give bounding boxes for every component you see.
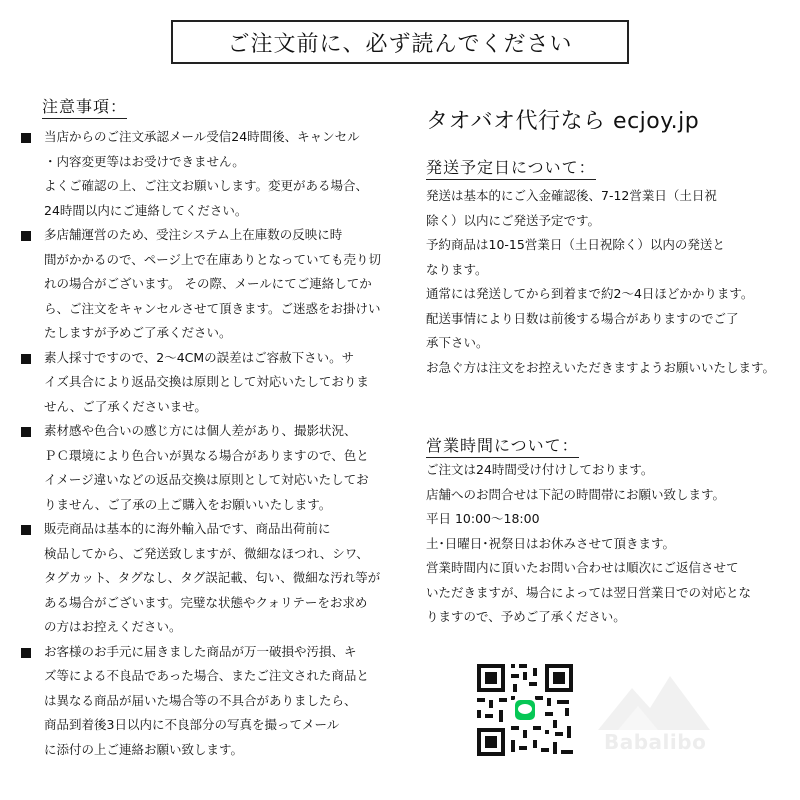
hours-line: いただきますが、場合によっては翌日営業日での対応とな [426,584,752,600]
qr-code-graphic [473,660,577,760]
notes-list [20,125,382,762]
shipping-line: 予約商品は10-15営業日（土日祝除く）以内の発送と [426,237,725,252]
notice-line: の方はお控えください。 [44,619,182,634]
square-bullet-icon [21,133,31,143]
shipping-line: なります。 [426,261,488,277]
notice-item [20,419,370,517]
notice-line: ＰＣ環境により色合いが異なる場合がありますので、色と [44,447,369,463]
mountain-logo-icon [598,668,718,738]
notice-line: お客様のお手元に届きました商品が万一破損や汚損、キ [44,643,357,659]
notice-line: 素人採寸ですので、2～4CMの誤差はご容赦下さい。サ [44,349,355,365]
notice-line: 販売商品は基本的に海外輸入品です、商品出荷前に [44,521,331,536]
hours-line: 店舗へのお問合せは下記の時間帯にお願い致します。 [426,486,726,502]
square-bullet-icon [21,354,31,364]
notice-line: に添付の上ご連絡お願い致します。 [44,741,244,757]
notice-item [20,223,382,346]
watermark-text: Babalibo [604,730,707,754]
notice-line: ら、ご注文をキャンセルさせて頂きます。ご迷惑をお掛けい [44,300,381,316]
hours-line: りますので、予めご了承ください。 [426,609,626,624]
hours-text [426,458,786,630]
shipping-line: 発送は基本的にご入金確認後、7-12営業日（土日祝 [426,188,717,203]
notice-item [20,125,370,223]
notice-line: 素材感や色合いの感じ方には個人差があり、撮影状況、 [44,423,357,438]
notice-line: れの場合がございます。 その際、メールにてご連絡してか [44,276,372,291]
notice-line: イメージ違いなどの返品交換は原則として対応いたしてお [44,472,369,487]
shipping-line: 承下さい。 [426,335,489,350]
hours-heading: 営業時間について： [426,433,579,458]
shipping-line: お急ぐ方は注文をお控えいただきますようお願いいたします。 [426,359,776,375]
notice-line: イズ具合により返品交換は原則として対応いたしておりま [44,374,369,389]
square-bullet-icon [21,648,31,658]
notice-line: よくご確認の上、ご注文お願いします。変更がある場合、 [44,178,369,193]
notice-line: ズ等による不良品であった場合、またご注文された商品と [44,668,369,683]
notice-line: りません、ご了承の上ご購入をお願いいたします。 [44,496,332,512]
notice-line: ・内容変更等はお受けできません。 [44,153,245,169]
notice-line: 当店からのご注文承認メール受信24時間後、キャンセル [44,129,360,144]
square-bullet-icon [21,525,31,535]
notes-heading: 注意事項： [42,94,127,119]
hours-line: 営業時間内に頂いたお問い合わせは順次にご返信させて [426,560,739,575]
hours-line: ご注文は24時間受け付けしております。 [426,462,654,477]
notice-line: 商品到着後3日以内に不良部分の写真を撮ってメール [44,717,340,732]
notice-line: 多店舗運営のため、受注システム上在庫数の反映に時 [44,227,343,242]
watermark-logo [598,668,718,758]
hours-line: 土･日曜日･祝祭日はお休みさせて頂きます。 [426,535,676,551]
page-title: ご注文前に、必ず読んでください [227,31,573,57]
hours-section [426,433,786,630]
notice-line: ある場合がございます。完璧な状態やクォリテーをお求め [44,594,368,610]
qr-code-icon[interactable] [473,660,577,760]
page-title-box [171,20,629,64]
notes-section [20,94,382,762]
shipping-line: 通常には発送してから到着まで約2～4日ほどかかります。 [426,286,754,301]
notice-item [20,517,381,640]
notice-item [20,640,370,763]
notice-line: は異なる商品が届いた場合等の不具合がありましたら、 [44,692,357,708]
notice-line: たしますが予めご了承ください。 [44,325,232,340]
notice-line: せん、ご了承くださいませ。 [44,398,207,414]
notice-line: 検品してから、ご発送致しますが、微細なほつれ、シワ、 [44,545,369,561]
notice-line: タグカット、タグなし、タグ誤記載、匂い、微細な汚れ等が [44,570,381,585]
shipping-line: 配送事情により日数は前後する場合がありますのでご了 [426,310,739,326]
notice-line: 24時間以内にご連絡してください。 [44,202,248,218]
shipping-heading: 発送予定日について： [426,155,596,180]
hours-line: 平日 10:00～18:00 [426,511,540,526]
square-bullet-icon [21,231,31,241]
square-bullet-icon [21,427,31,437]
shipping-text [426,184,786,380]
notice-item [20,346,370,420]
notice-line: 間がかかるので、ページ上で在庫ありとなっていても売り切 [44,251,382,267]
shipping-section [426,104,786,380]
shipping-line: 除く）以内にご発送予定です。 [426,212,601,228]
brand-text: タオバオ代行なら ecjoy.jp [426,109,700,134]
